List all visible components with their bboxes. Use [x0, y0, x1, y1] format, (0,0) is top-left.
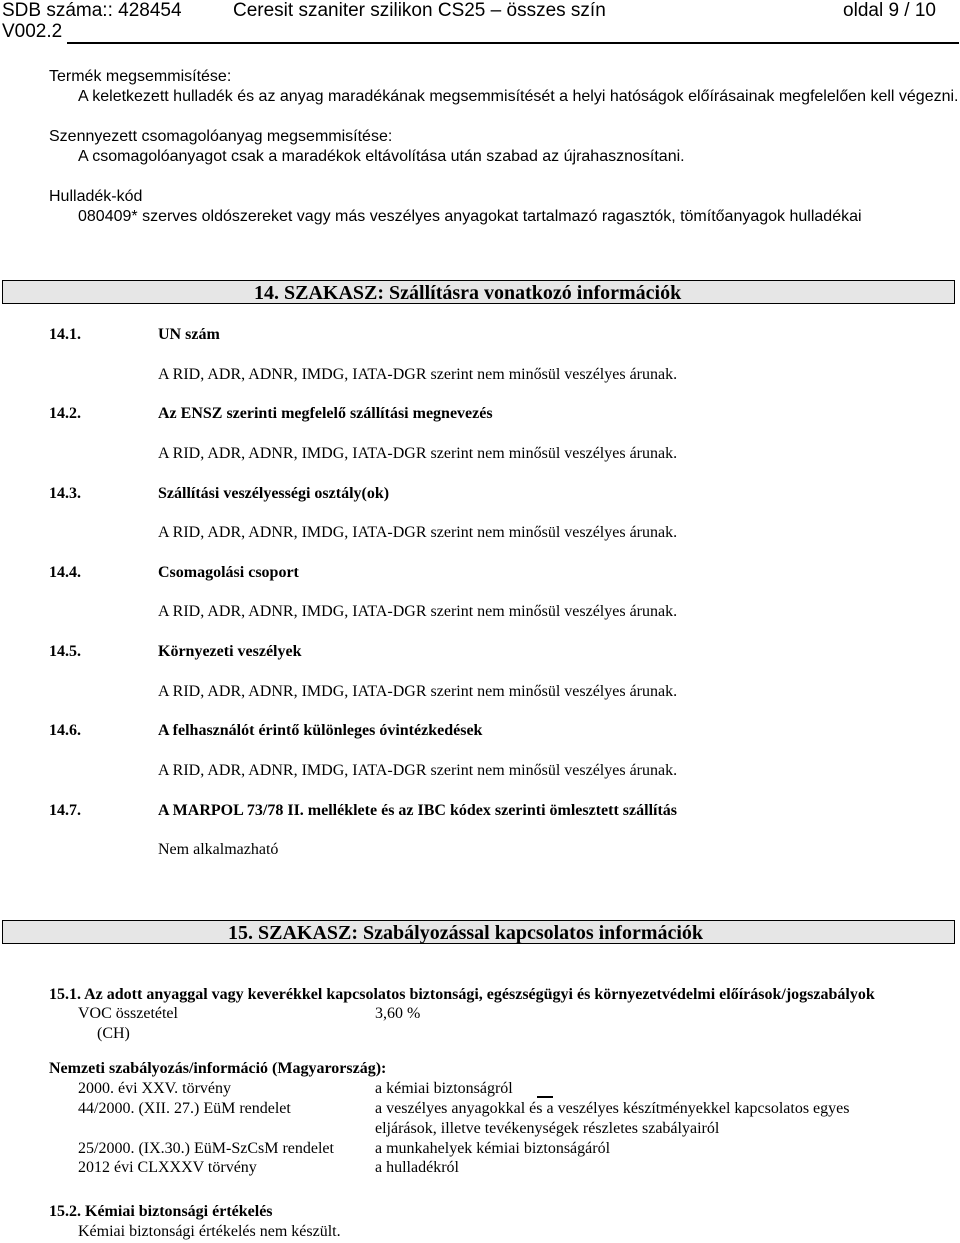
law-name: 44/2000. (XII. 27.) EüM rendelet — [78, 1100, 291, 1117]
packaging-disposal-text: A csomagolóanyagot csak a maradékok eltávolítása után szabad az újrahasznosítani. — [78, 148, 685, 165]
law-desc: a veszélyes anyagokkal és a veszélyes készítményekkel kapcsolatos egyes — [375, 1100, 850, 1117]
section-15-title: 15. SZAKASZ: Szabályozással kapcsolatos információk — [228, 922, 704, 944]
voc-note: (CH) — [97, 1025, 130, 1042]
section-15-bar — [2, 920, 955, 944]
page-number: oldal 9 / 10 — [843, 0, 936, 21]
item-text: A RID, ADR, ADNR, IMDG, IATA-DGR szerint nem minősül veszélyes árunak. — [158, 762, 678, 779]
national-heading: Nemzeti szabályozás/információ (Magyarország): — [49, 1060, 387, 1077]
section-14-bar — [2, 280, 955, 304]
item-label: Az ENSZ szerinti megfelelő szállítási megnevezés — [158, 405, 493, 422]
item-text: A RID, ADR, ADNR, IMDG, IATA-DGR szerint nem minősül veszélyes árunak. — [158, 445, 678, 462]
item-label: Csomagolási csoport — [158, 564, 299, 581]
section-15-1-heading: 15.1. Az adott anyaggal vagy keverékkel kapcsolatos biztonsági, egészségügyi és környezetvédelmi előírások/jogszabályok — [49, 986, 875, 1003]
section-15-2-heading: 15.2. Kémiai biztonsági értékelés — [49, 1203, 273, 1220]
waste-code-text: 080409* szerves oldószereket vagy más veszélyes anyagokat tartalmazó ragasztók, tömítőanyagok hulladékai — [78, 208, 862, 225]
item-number: 14.2. — [49, 405, 81, 422]
item-text: A RID, ADR, ADNR, IMDG, IATA-DGR szerint nem minősül veszélyes árunak. — [158, 366, 678, 383]
item-number: 14.4. — [49, 564, 81, 581]
item-number: 14.6. — [49, 722, 81, 739]
document-title: Ceresit szaniter szilikon CS25 – összes szín — [233, 0, 606, 21]
version: V002.2 — [2, 21, 63, 42]
item-text: A RID, ADR, ADNR, IMDG, IATA-DGR szerint nem minősül veszélyes árunak. — [158, 683, 678, 700]
law-name: 2012 évi CLXXXV törvény — [78, 1159, 257, 1176]
item-label: A felhasználót érintő különleges óvintézkedések — [158, 722, 483, 739]
item-number: 14.1. — [49, 326, 81, 343]
section-14-title: 14. SZAKASZ: Szállításra vonatkozó információk — [254, 282, 682, 304]
item-number: 14.5. — [49, 643, 81, 660]
item-number: 14.3. — [49, 485, 81, 502]
page-header — [0, 0, 960, 44]
item-text: A RID, ADR, ADNR, IMDG, IATA-DGR szerint nem minősül veszélyes árunak. — [158, 524, 678, 541]
item-label: A MARPOL 73/78 II. melléklete és az IBC kódex szerinti ömlesztett szállítás — [158, 802, 678, 819]
section-15-2-text: Kémiai biztonsági értékelés nem készült. — [78, 1223, 341, 1240]
item-label: Környezeti veszélyek — [158, 643, 302, 660]
law-desc-continued: eljárások, illetve tevékenységek részletes szabályairól — [375, 1120, 720, 1137]
sdb-number: SDB száma:: 428454 — [2, 0, 182, 21]
voc-label: VOC összetétel — [78, 1005, 178, 1022]
item-number: 14.7. — [49, 802, 81, 819]
underline-mark — [537, 1096, 553, 1098]
waste-code-heading: Hulladék-kód — [49, 188, 143, 205]
product-disposal-heading: Termék megsemmisítése: — [49, 68, 232, 85]
item-text: A RID, ADR, ADNR, IMDG, IATA-DGR szerint nem minősül veszélyes árunak. — [158, 603, 678, 620]
law-name: 2000. évi XXV. törvény — [78, 1080, 232, 1097]
item-text: Nem alkalmazható — [158, 841, 279, 858]
voc-value: 3,60 % — [375, 1005, 421, 1022]
item-label: UN szám — [158, 326, 220, 343]
header-rule — [67, 42, 959, 44]
law-desc: a hulladékról — [375, 1159, 459, 1176]
law-desc: a kémiai biztonságról — [375, 1080, 513, 1097]
item-label: Szállítási veszélyességi osztály(ok) — [158, 485, 390, 502]
law-name: 25/2000. (IX.30.) EüM-SzCsM rendelet — [78, 1140, 334, 1157]
law-desc: a munkahelyek kémiai biztonságáról — [375, 1140, 611, 1157]
product-disposal-text: A keletkezett hulladék és az anyag maradékának megsemmisítését a helyi hatóságok előírásainak megfelelően kell végezni. — [78, 88, 959, 105]
packaging-disposal-heading: Szennyezett csomagolóanyag megsemmisítése: — [49, 128, 393, 145]
